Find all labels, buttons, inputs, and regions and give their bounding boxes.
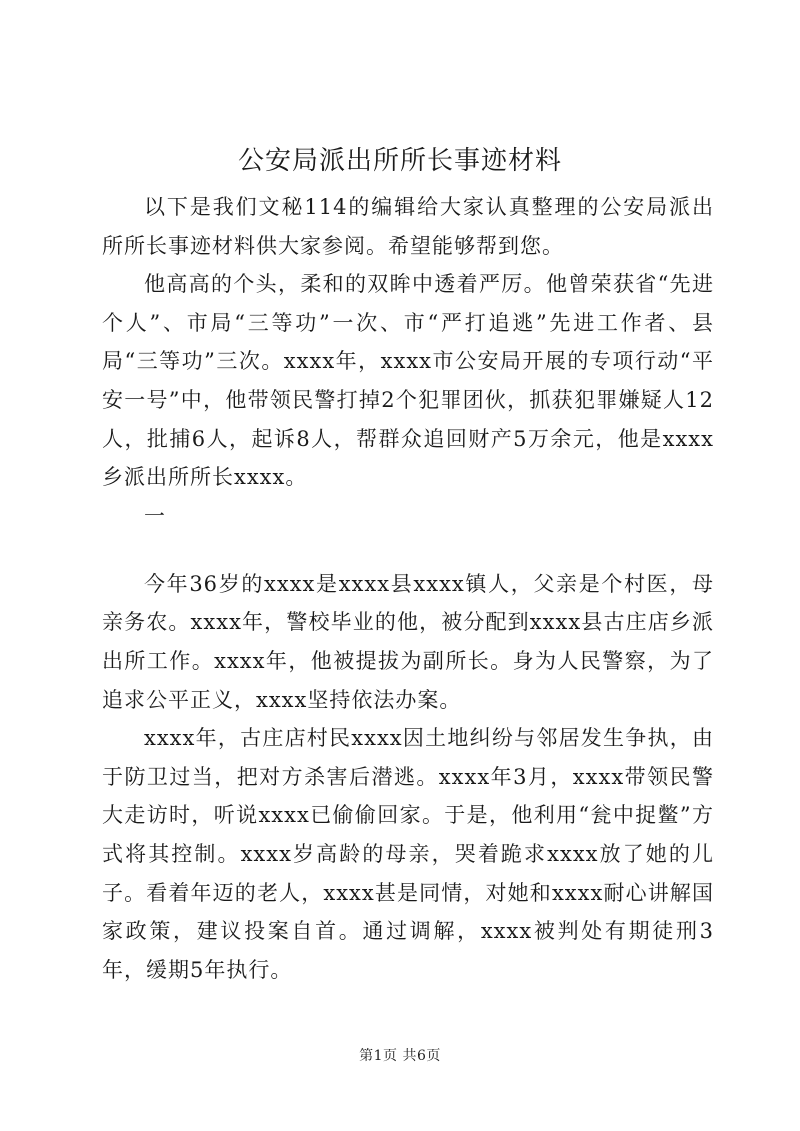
document-title: 公安局派出所所长事迹材料	[237, 146, 562, 176]
section-number: 一	[144, 503, 165, 528]
summary-paragraph: 他高高的个头，柔和的双眸中透着严厉。他曾荣获省“先进个人”、市局“三等功”一次、市“严打追逃”先进工作者、县局“三等功”三次。xxxx年，xxxx市公安局开展的专项行动“平安一号”中，他带领民警打掉2个犯罪团伙，抓获犯罪嫌疑人12人，批捕6人，起诉8人，帮群众追回财产5万余元，他是xxxx乡派出所所长xxxx。	[102, 272, 714, 490]
document-body	[102, 188, 714, 989]
background-paragraph: 今年36岁的xxxx是xxxx县xxxx镇人，父亲是个村医，母亲务农。xxxx年，警校毕业的他，被分配到xxxx县古庄店乡派出所工作。xxxx年，他被提拔为副所长。身为人民警察，为了追求公平正义，xxxx坚持依法办案。	[102, 571, 714, 712]
case-paragraph: xxxx年，古庄店村民xxxx因土地纠纷与邻居发生争执，由于防卫过当，把对方杀害后潜逃。xxxx年3月，xxxx带领民警大走访时，听说xxxx已偷偷回家。于是，他利用“瓮中捉鳖”方式将其控制。xxxx岁高龄的母亲，哭着跪求xxxx放了她的儿子。看着年迈的老人，xxxx甚是同情，对她和xxxx耐心讲解国家政策，建议投案自首。通过调解，xxxx被判处有期徒刑3年，缓期5年执行。	[102, 726, 714, 982]
page-number-footer: 第1页 共6页	[359, 1048, 441, 1064]
intro-paragraph: 以下是我们文秘114的编辑给大家认真整理的公安局派出所所长事迹材料供大家参阅。希望能够帮到您。	[102, 195, 714, 258]
